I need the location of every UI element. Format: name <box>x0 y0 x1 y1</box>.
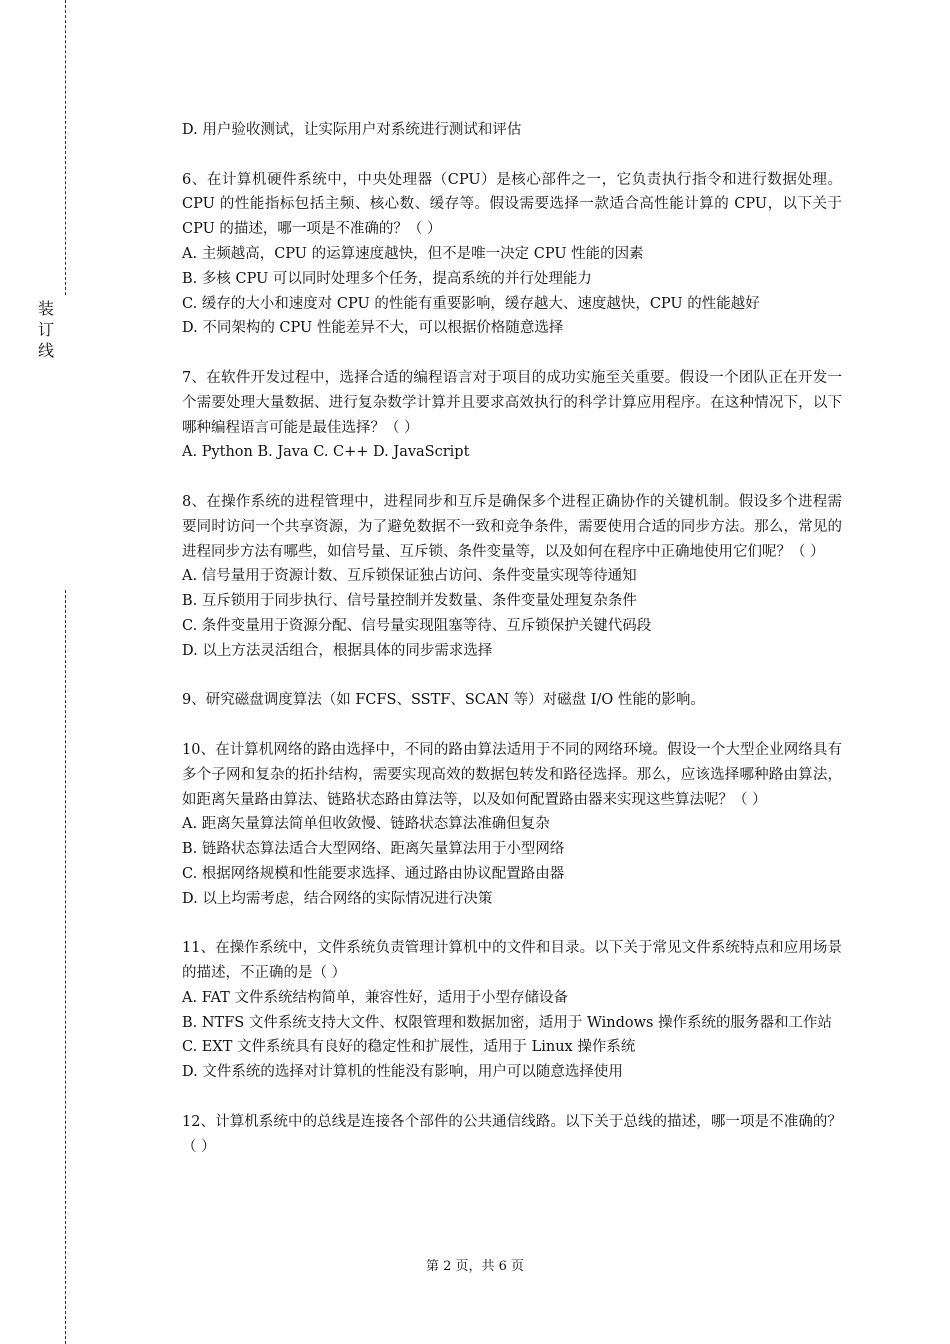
question-6-option-a: A. 主频越高，CPU 的运算速度越快，但不是唯一决定 CPU 性能的因素 <box>182 245 644 262</box>
question-9 <box>182 688 842 713</box>
question-10-stem: 10、在计算机网络的路由选择中，不同的路由算法适用于不同的网络环境。假设一个大型企业网络具有多个子网和复杂的拓扑结构，需要实现高效的数据包转发和路径选择。那么，应该选择哪种路由算法，如距离矢量路由算法、链路状态路由算法等，以及如何配置路由器来实现这些算法呢？（ ） <box>182 741 842 808</box>
question-10 <box>182 738 842 912</box>
question-12-stem: 12、计算机系统中的总线是连接各个部件的公共通信线路。以下关于总线的描述，哪一项是不准确的？（ ） <box>182 1113 842 1155</box>
question-8-option-c: C. 条件变量用于资源分配、信号量实现阻塞等待、互斥锁保护关键代码段 <box>182 617 652 634</box>
question-6 <box>182 168 842 342</box>
question-11-option-c: C. EXT 文件系统具有良好的稳定性和扩展性，适用于 Linux 操作系统 <box>182 1039 636 1056</box>
binding-label: 装订线 <box>37 299 54 360</box>
question-10-option-d: D. 以上均需考虑，结合网络的实际情况进行决策 <box>182 890 493 907</box>
question-5-option-d: D. 用户验收测试，让实际用户对系统进行测试和评估 <box>182 122 522 138</box>
question-11-option-b: B. NTFS 文件系统支持大文件、权限管理和数据加密，适用于 Windows 操作系统的服务器和工作站 <box>182 1014 833 1031</box>
binding-line-bottom <box>65 590 66 1344</box>
question-8-option-a: A. 信号量用于资源计数、互斥锁保证独占访问、条件变量实现等待通知 <box>182 568 637 585</box>
question-10-option-c: C. 根据网络规模和性能要求选择、通过路由协议配置路由器 <box>182 865 565 882</box>
question-11-option-d: D. 文件系统的选择对计算机的性能没有影响，用户可以随意选择使用 <box>182 1064 623 1081</box>
question-6-option-b: B. 多核 CPU 可以同时处理多个任务，提高系统的并行处理能力 <box>182 270 592 287</box>
question-10-option-a: A. 距离矢量算法简单但收敛慢、链路状态算法准确但复杂 <box>182 816 550 833</box>
question-9-stem: 9、研究磁盘调度算法（如 FCFS、SSTF、SCAN 等）对磁盘 I/O 性能的影响。 <box>182 692 705 709</box>
question-8 <box>182 490 842 664</box>
question-5-tail <box>182 118 842 143</box>
question-6-option-c: C. 缓存的大小和速度对 CPU 的性能有重要影响，缓存越大、速度越快，CPU 的性能越好 <box>182 295 760 312</box>
question-10-option-b: B. 链路状态算法适合大型网络、距离矢量算法用于小型网络 <box>182 841 565 858</box>
question-6-stem: 6、在计算机硬件系统中，中央处理器（CPU）是核心部件之一，它负责执行指令和进行数据处理。CPU 的性能指标包括主频、核心数、缓存等。假设需要选择一款适合高性能计算的 CPU，以下关于 CPU 的描述，哪一项是不准确的？（ ） <box>182 171 842 238</box>
question-7-stem: 7、在软件开发过程中，选择合适的编程语言对于项目的成功实施至关重要。假设一个团队正在开发一个需要处理大量数据、进行复杂数学计算并且要求高效执行的科学计算应用程序。在这种情况下，以下哪种编程语言可能是最佳选择？（ ） <box>182 369 842 436</box>
question-8-stem: 8、在操作系统的进程管理中，进程同步和互斥是确保多个进程正确协作的关键机制。假设多个进程需要同时访问一个共享资源，为了避免数据不一致和竞争条件，需要使用合适的同步方法。那么，常见的进程同步方法有哪些，如信号量、互斥锁、条件变量等，以及如何在程序中正确地使用它们呢？（ ） <box>182 493 842 560</box>
question-7 <box>182 366 842 465</box>
question-6-option-d: D. 不同架构的 CPU 性能差异不大，可以根据价格随意选择 <box>182 320 564 337</box>
question-11 <box>182 936 842 1085</box>
binding-line-top <box>65 0 66 295</box>
question-8-option-d: D. 以上方法灵活组合，根据具体的同步需求选择 <box>182 642 493 659</box>
question-8-option-b: B. 互斥锁用于同步执行、信号量控制并发数量、条件变量处理复杂条件 <box>182 593 637 610</box>
question-content <box>182 118 842 1184</box>
question-11-stem: 11、在操作系统中，文件系统负责管理计算机中的文件和目录。以下关于常见文件系统特点和应用场景的描述，不正确的是（ ） <box>182 940 842 982</box>
question-7-options: A. Python B. Java C. C++ D. JavaScript <box>182 444 470 461</box>
question-12 <box>182 1110 842 1160</box>
question-11-option-a: A. FAT 文件系统结构简单，兼容性好，适用于小型存储设备 <box>182 989 568 1006</box>
page-footer: 第 2 页，共 6 页 <box>425 1259 525 1274</box>
